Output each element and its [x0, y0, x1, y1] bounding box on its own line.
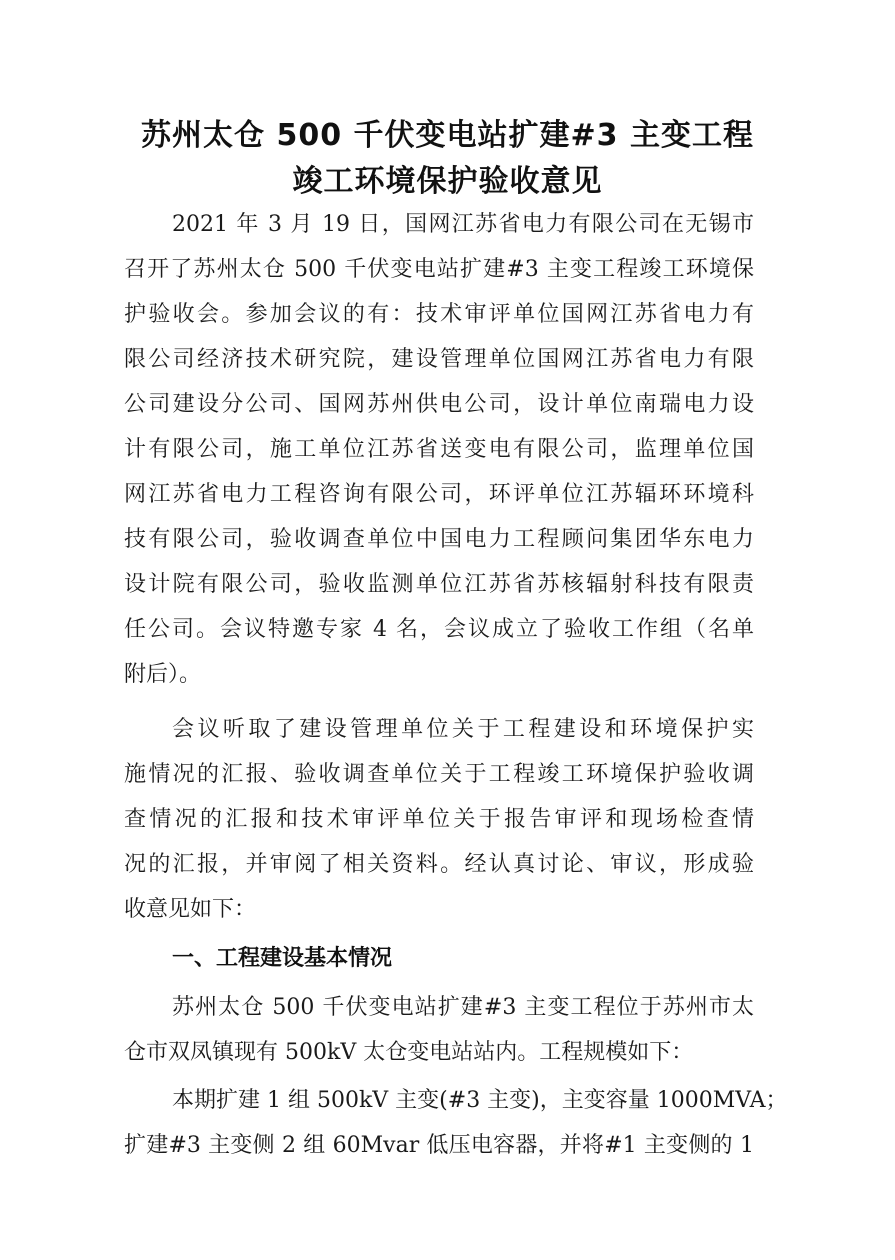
- paragraph-1-line: 设计院有限公司，验收监测单位江苏省苏核辐射科技有限责: [124, 572, 754, 597]
- paragraph-1-line: 任公司。会议特邀专家 4 名，会议成立了验收工作组（名单: [124, 617, 754, 642]
- paragraph-2-line: 收意见如下：: [124, 897, 257, 922]
- paragraph-1-line: 附后）。: [124, 662, 202, 687]
- paragraph-1-line: 技有限公司，验收调查单位中国电力工程顾问集团华东电力: [124, 527, 754, 552]
- document-title-line-1: 苏州太仓 500 千伏变电站扩建#3 主变工程: [141, 118, 754, 153]
- paragraph-4-line: 本期扩建 1 组 500kV 主变(#3 主变)，主变容量 1000MVA；: [172, 1088, 788, 1113]
- paragraph-1-line: 护验收会。参加会议的有：技术审评单位国网江苏省电力有: [124, 302, 754, 327]
- paragraph-2-line: 会议听取了建设管理单位关于工程建设和环境保护实: [172, 717, 754, 742]
- paragraph-1-line: 限公司经济技术研究院，建设管理单位国网江苏省电力有限: [124, 347, 754, 372]
- paragraph-2-line: 施情况的汇报、验收调查单位关于工程竣工环境保护验收调: [124, 762, 754, 787]
- paragraph-1-line: 2021 年 3 月 19 日，国网江苏省电力有限公司在无锡市: [172, 212, 754, 237]
- paragraph-2-line: 况的汇报，并审阅了相关资料。经认真讨论、审议，形成验: [124, 852, 754, 877]
- paragraph-1-line: 网江苏省电力工程咨询有限公司，环评单位江苏辐环环境科: [124, 482, 754, 507]
- paragraph-3-line: 苏州太仓 500 千伏变电站扩建#3 主变工程位于苏州市太: [172, 995, 754, 1020]
- paragraph-3-line: 仓市双凤镇现有 500kV 太仓变电站站内。工程规模如下：: [124, 1040, 694, 1065]
- paragraph-1-line: 计有限公司，施工单位江苏省送变电有限公司，监理单位国: [124, 437, 754, 462]
- paragraph-1-line: 召开了苏州太仓 500 千伏变电站扩建#3 主变工程竣工环境保: [124, 257, 754, 282]
- paragraph-1-line: 公司建设分公司、国网苏州供电公司，设计单位南瑞电力设: [124, 392, 754, 417]
- document-title-line-2: 竣工环境保护验收意见: [292, 164, 603, 199]
- paragraph-4-line: 扩建#3 主变侧 2 组 60Mvar 低压电容器，并将#1 主变侧的 1: [124, 1133, 754, 1158]
- paragraph-2-line: 查情况的汇报和技术审评单位关于报告审评和现场检查情: [124, 807, 754, 832]
- section-heading: 一、工程建设基本情况: [172, 946, 393, 971]
